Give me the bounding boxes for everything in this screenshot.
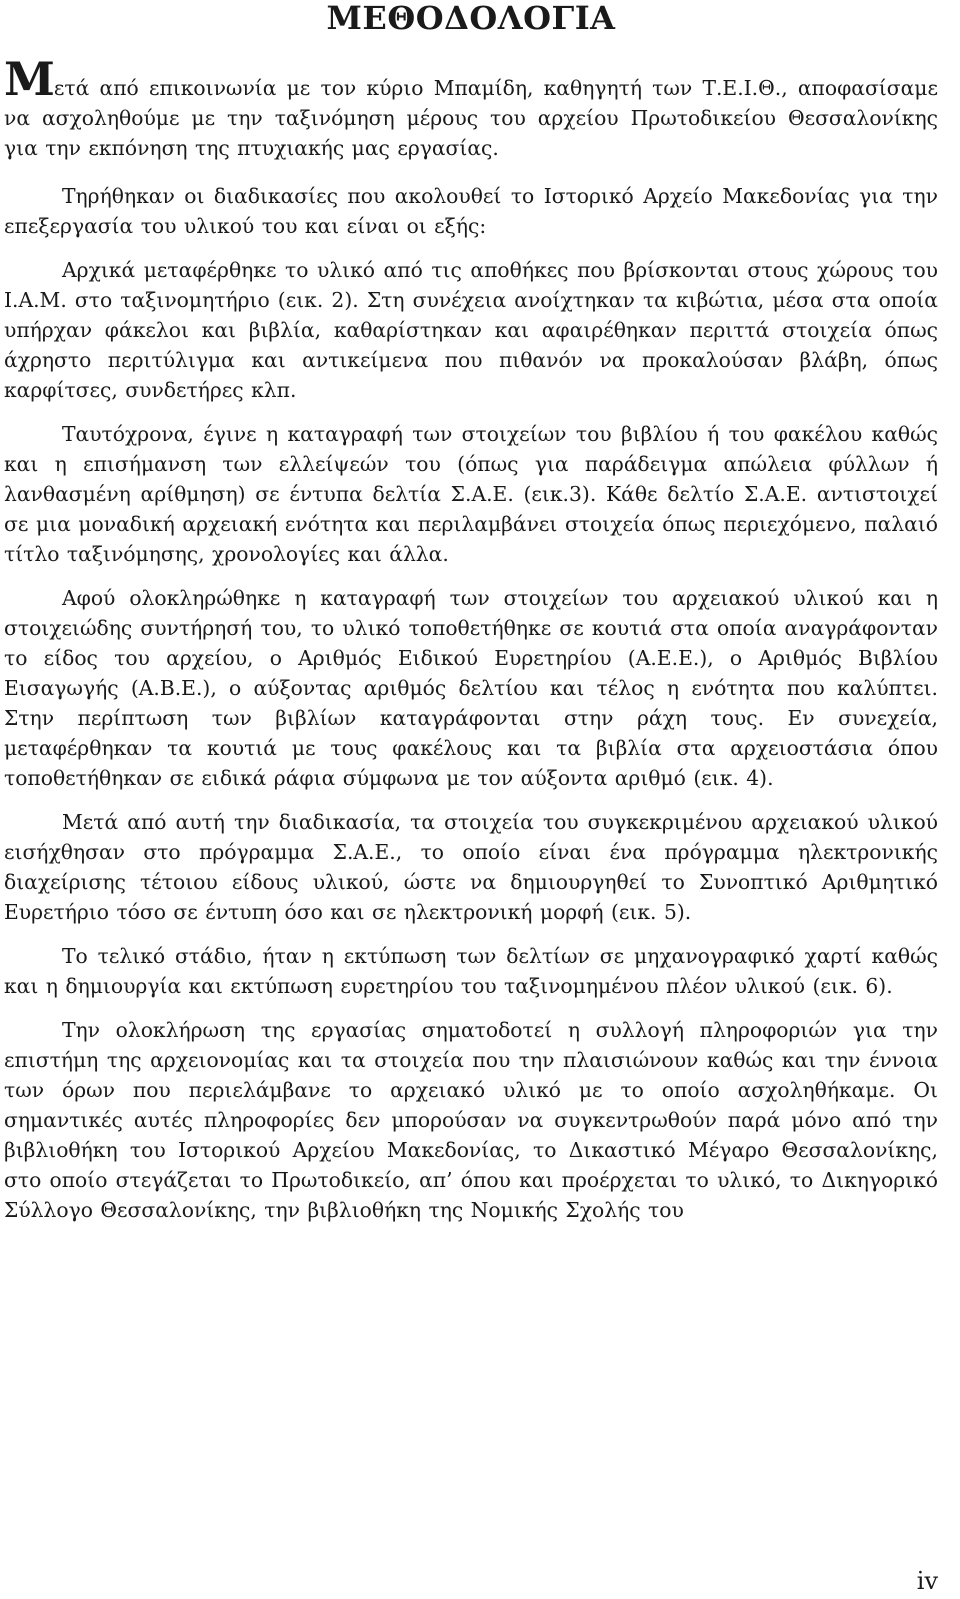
dropcap-letter: Μ xyxy=(4,52,54,106)
paragraph-1 xyxy=(4,52,938,163)
paragraph-8: Την ολοκλήρωση της εργασίας σηματοδοτεί η συλλογή πληροφοριών για την επιστήμη της αρχειονομίας και τα στοιχεία που την πλαισιώνουν καθώς και την έννοια των όρων που περιελάμβανε το αρχειακό υλικό με το οποίο ασχοληθήκαμε. Οι σημαντικές αυτές πληροφορίες δεν μπορούσαν να συγκεντρωθούν παρά μόνο από την βιβλιοθήκη του Ιστορικού Αρχείου Μακεδονίας, το Δικαστικό Μέγαρο Θεσσαλονίκης, στο οποίο στεγάζεται το Πρωτοδικείο, απ’ όπου και προέρχεται το υλικό, το Δικηγορικό Σύλλογο Θεσσαλονίκης, την βιβλιοθήκη της Νομικής Σχολής του xyxy=(4,1018,938,1222)
page-number: iv xyxy=(916,1567,938,1595)
paragraph-5: Αφού ολοκληρώθηκε η καταγραφή των στοιχείων του αρχειακού υλικού και η στοιχειώδης συντήρησή του, το υλικό τοποθετήθηκε σε κουτιά στα οποία αναγράφονταν το είδος του αρχείου, ο Αριθμός Ειδικού Ευρετηρίου (Α.Ε.Ε.), ο Αριθμός Βιβλίου Εισαγωγής (Α.Β.Ε.), ο αύξοντας αριθμός δελτίου και τέλος η ενότητα που καλύπτει. Στην περίπτωση των βιβλίων καταγράφονται στην ράχη τους. Εν συνεχεία, μεταφέρθηκαν τα κουτιά με τους φακέλους και τα βιβλία στα αρχειοστάσια όπου τοποθετήθηκαν σε ειδικά ράφια σύμφωνα με τον αύξοντα αριθμό (εικ. 4). xyxy=(4,586,938,790)
document-page xyxy=(4,0,938,1225)
paragraph-2: Τηρήθηκαν οι διαδικασίες που ακολουθεί το Ιστορικό Αρχείο Μακεδονίας για την επεξεργασία του υλικού του και είναι οι εξής: xyxy=(4,184,938,238)
paragraph-4: Ταυτόχρονα, έγινε η καταγραφή των στοιχείων του βιβλίου ή του φακέλου καθώς και η επισήμανση των ελλείψεών του (όπως για παράδειγμα απώλεια φύλλων ή λανθασμένη αρίθμηση) σε έντυπα δελτία Σ.Α.Ε. (εικ.3). Κάθε δελτίο Σ.Α.Ε. αντιστοιχεί σε μια μοναδική αρχειακή ενότητα και περιλαμβάνει στοιχεία όπως περιεχόμενο, παλαιό τίτλο ταξινόμησης, χρονολογίες και άλλα. xyxy=(4,422,938,566)
paragraph-1-text: ετά από επικοινωνία με τον κύριο Μπαμίδη, καθηγητή των Τ.Ε.Ι.Θ., αποφασίσαμε να ασχοληθούμε με την ταξινόμηση μέρους του αρχείου Πρωτοδικείου Θεσσαλονίκης για την εκπόνηση της πτυχιακής μας εργασίας. xyxy=(4,76,938,160)
paragraph-7: Το τελικό στάδιο, ήταν η εκτύπωση των δελτίων σε μηχανογραφικό χαρτί καθώς και η δημιουργία και εκτύπωση ευρετηρίου του ταξινομημένου πλέον υλικού (εικ. 6). xyxy=(4,944,938,998)
page-title: ΜΕΘΟΔΟΛΟΓΙΑ xyxy=(326,0,616,37)
paragraph-3: Αρχικά μεταφέρθηκε το υλικό από τις αποθήκες που βρίσκονται στους χώρους του Ι.Α.Μ. στο ταξινομητήριο (εικ. 2). Στη συνέχεια ανοίχτηκαν τα κιβώτια, μέσα στα οποία υπήρχαν φάκελοι και βιβλία, καθαρίστηκαν και αφαιρέθηκαν περιττά στοιχεία όπως άχρηστο περιτύλιγμα και αντικείμενα που πιθανόν να προκαλούσαν βλάβη, όπως καρφίτσες, συνδετήρες κλπ. xyxy=(4,258,938,402)
paragraph-6: Μετά από αυτή την διαδικασία, τα στοιχεία του συγκεκριμένου αρχειακού υλικού εισήχθησαν στο πρόγραμμα Σ.Α.Ε., το οποίο είναι ένα πρόγραμμα ηλεκτρονικής διαχείρισης τέτοιου είδους υλικού, ώστε να δημιουργηθεί το Συνοπτικό Αριθμητικό Ευρετήριο τόσο σε έντυπη όσο και σε ηλεκτρονική μορφή (εικ. 5). xyxy=(4,810,938,924)
